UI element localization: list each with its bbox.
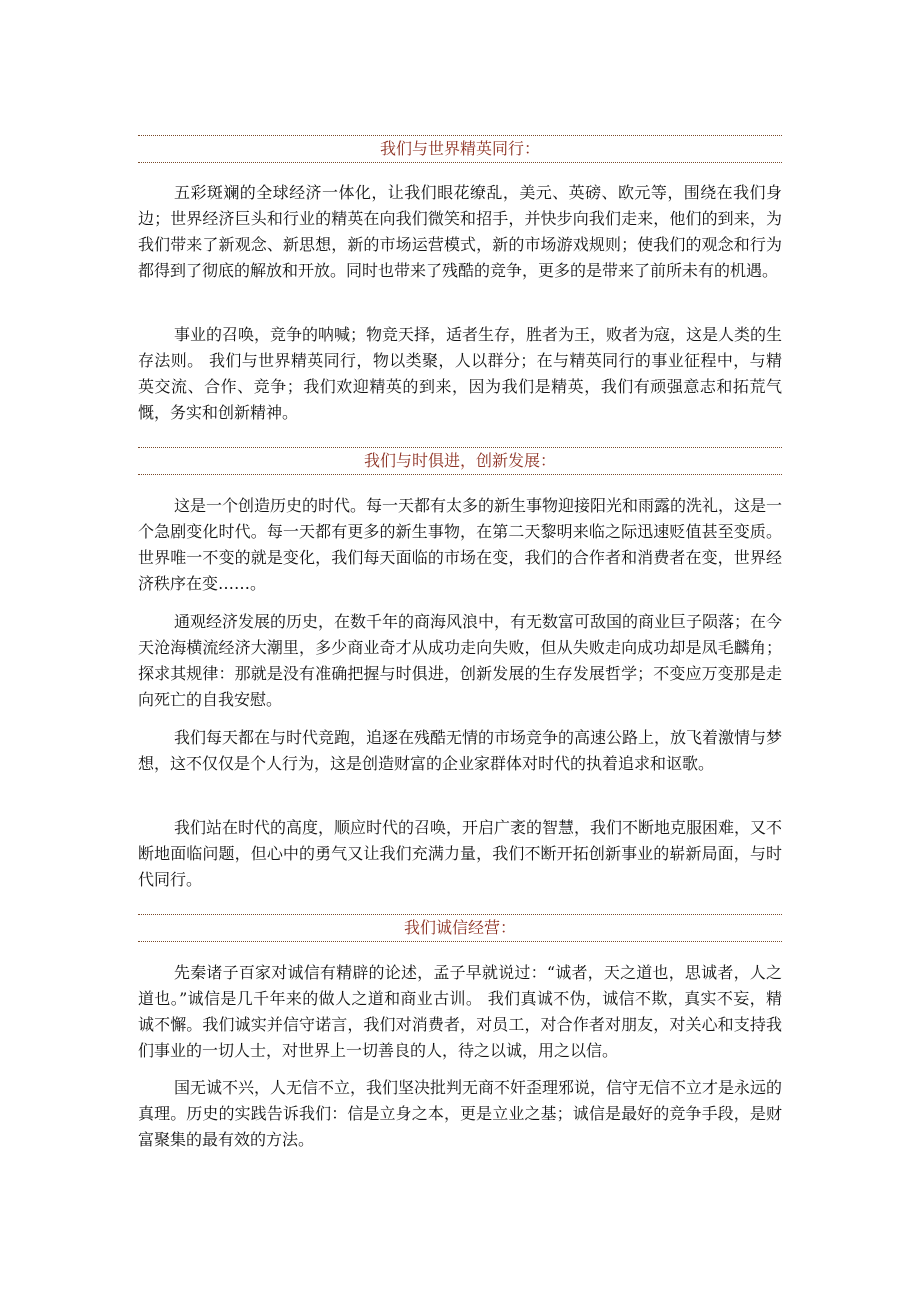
paragraph: 我们站在时代的高度，顺应时代的召唤，开启广袤的智慧，我们不断地克服困难，又不断地面临问题，但心中的勇气又让我们充满力量，我们不断开拓创新事业的崭新局面，与时代同行。 [138, 818, 783, 889]
section-heading-integrity: 我们诚信经营： [138, 914, 782, 942]
paragraph: 事业的召唤，竞争的呐喊；物竞天择，适者生存，胜者为王，败者为寇，这是人类的生存法则。 我们与世界精英同行，物以类聚，人以群分；在与精英同行的事业征程中，与精英交流、合作、竞争；我们欢迎精英的到来，因为我们是精英，我们有顽强意志和拓荒气慨，务实和创新精神。 [138, 325, 783, 422]
paragraph: 先秦诸子百家对诚信有精辟的论述，孟子早就说过：“诚者，天之道也，思诚者，人之道也。”诚信是几千年来的做人之道和商业古训。 我们真诚不伪，诚信不欺，真实不妄，精诚不懈。我们诚实并信守诺言，我们对消费者，对员工，对合作者对朋友，对关心和支持我们事业的一切人士，对世界上一切善良的人，待之以诚，用之以信。 [138, 963, 782, 1060]
paragraph: 五彩斑斓的全球经济一体化，让我们眼花缭乱，美元、英磅、欧元等，围绕在我们身边；世界经济巨头和行业的精英在向我们微笑和招手，并快步向我们走来，他们的到来，为我们带来了新观念、新思想，新的市场运营模式，新的市场游戏规则；使我们的观念和行为都得到了彻底的解放和开放。同时也带来了残酷的竞争，更多的是带来了前所未有的机遇。 [138, 183, 782, 280]
paragraph: 通观经济发展的历史，在数千年的商海风浪中，有无数富可敌国的商业巨子陨落；在今天沧海横流经济大潮里，多少商业奇才从成功走向失败，但从失败走向成功却是凤毛麟角；探求其规律：那就是没有准确把握与时俱进，创新发展的生存发展哲学；不变应万变那是走向死亡的自我安慰。 [138, 612, 783, 709]
paragraph: 这是一个创造历史的时代。每一天都有太多的新生事物迎接阳光和雨露的洗礼，这是一个急剧变化时代。每一天都有更多的新生事物，在第二天黎明来临之际迅速贬值甚至变质。 世界唯一不变的就是变化，我们每天面临的市场在变，我们的合作者和消费者在变，世界经济秩序在变……。 [138, 496, 783, 593]
paragraph: 我们每天都在与时代竞跑，追逐在残酷无情的市场竞争的高速公路上，放飞着激情与梦想，这不仅仅是个人行为，这是创造财富的企业家群体对时代的执着追求和讴歌。 [138, 728, 783, 773]
section-heading-elite: 我们与世界精英同行： [138, 135, 782, 163]
section-heading-innovation: 我们与时俱进，创新发展： [138, 447, 782, 475]
paragraph: 国无诚不兴，人无信不立，我们坚决批判无商不奸歪理邪说，信守无信不立才是永远的真理。历史的实践告诉我们：信是立身之本，更是立业之基；诚信是最好的竞争手段，是财富聚集的最有效的方法。 [138, 1078, 783, 1149]
